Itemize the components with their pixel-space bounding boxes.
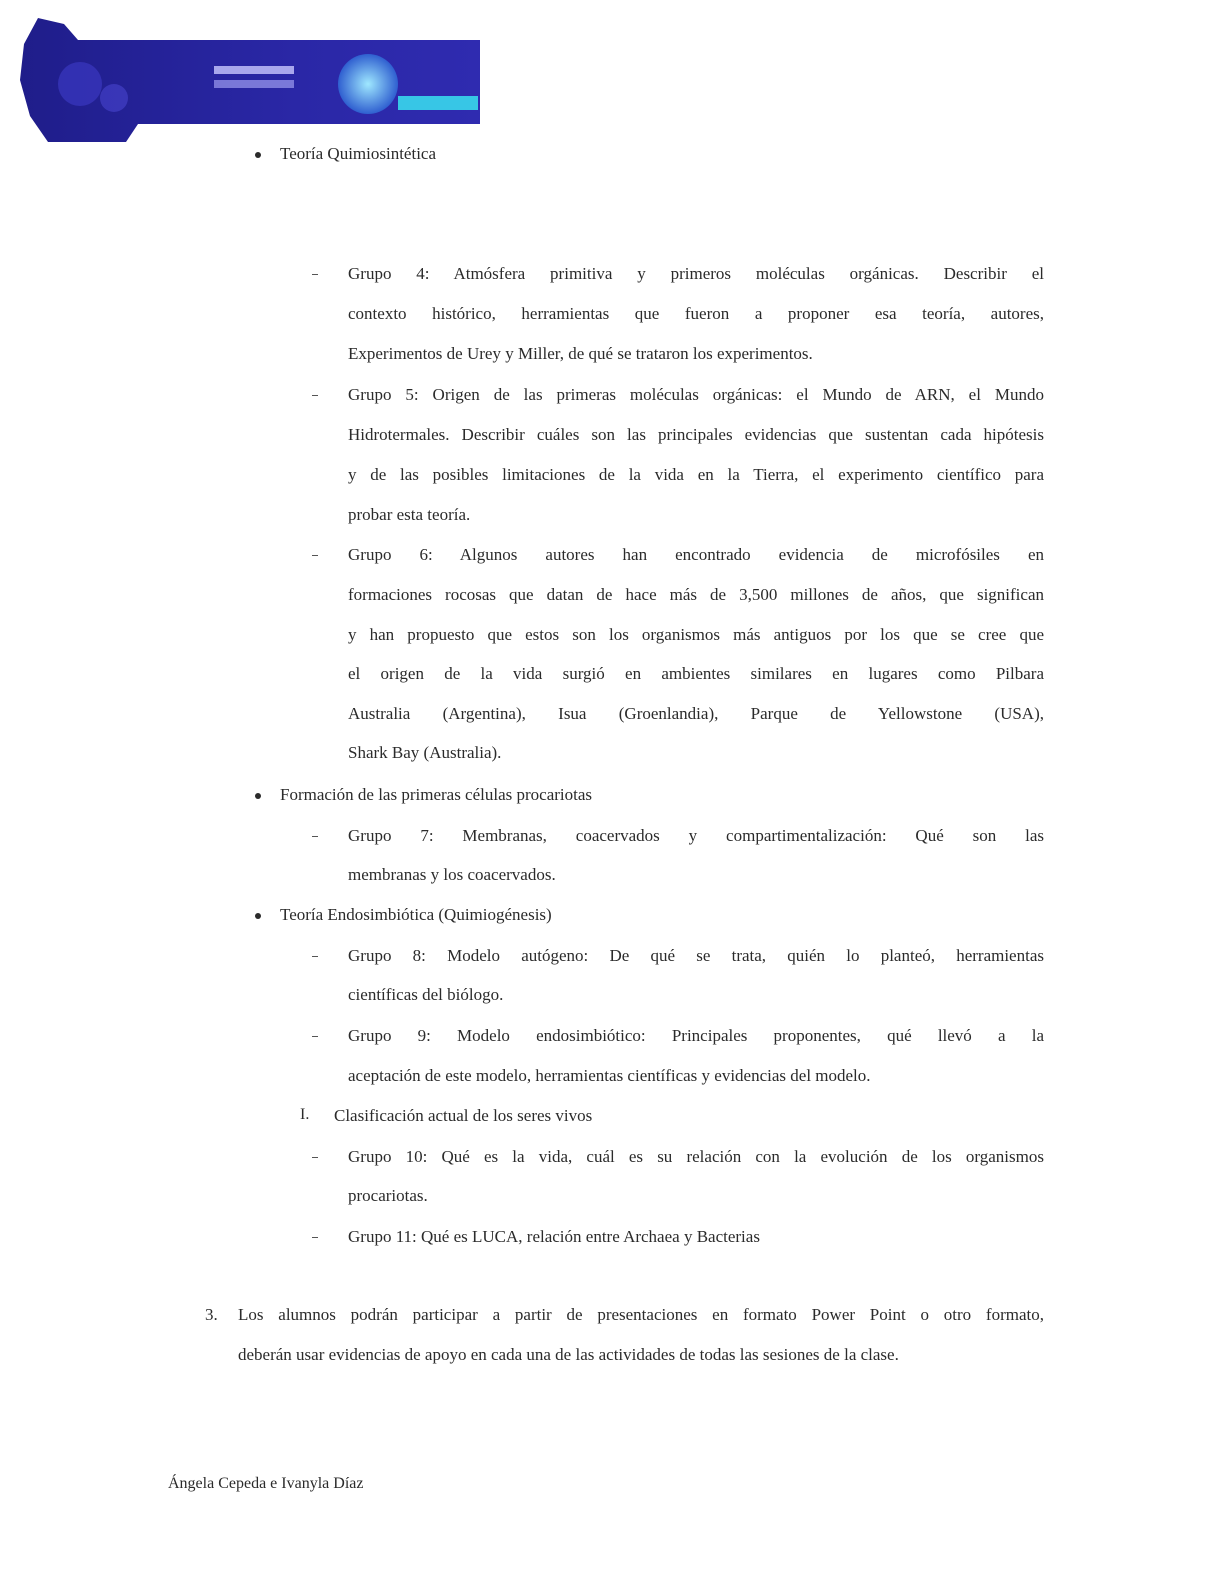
dash-bullet-icon	[312, 555, 318, 556]
dash-bullet-icon	[312, 274, 318, 275]
list-item-line: aceptación de este modelo, herramientas científicas y evidencias del modelo.	[348, 1066, 871, 1085]
list-item-line: Australia (Argentina), Isua (Groenlandia), Parque de Yellowstone (USA),	[348, 704, 1044, 723]
list-item-line: Grupo 11: Qué es LUCA, relación entre Archaea y Bacterias	[348, 1227, 760, 1246]
list-item-line: Hidrotermales. Describir cuáles son las principales evidencias que sustentan cada hipótesis	[348, 425, 1044, 444]
list-item-line: probar esta teoría.	[348, 505, 471, 524]
dash-bullet-icon	[312, 1036, 318, 1037]
list-item-line: Grupo 10: Qué es la vida, cuál es su relación con la evolución de los organismos	[348, 1147, 1044, 1166]
numbered-item-line: deberán usar evidencias de apoyo en cada una de las actividades de todas las sesiones de la clase.	[238, 1345, 899, 1364]
list-item-line: Grupo 9: Modelo endosimbiótico: Principales proponentes, qué llevó a la	[348, 1026, 1044, 1045]
bullet-icon	[255, 913, 261, 919]
list-item-line: Grupo 6: Algunos autores han encontrado evidencia de microfósiles en	[348, 545, 1044, 564]
list-item-line: Grupo 4: Atmósfera primitiva y primeros moléculas orgánicas. Describir el	[348, 264, 1044, 283]
dash-bullet-icon	[312, 1157, 318, 1158]
numbered-label: 3.	[205, 1305, 218, 1324]
dash-bullet-icon	[312, 836, 318, 837]
list-item-line: científicas del biólogo.	[348, 985, 504, 1004]
dash-bullet-icon	[312, 395, 318, 396]
dash-bullet-icon	[312, 1237, 318, 1238]
list-item-line: membranas y los coacervados.	[348, 865, 556, 884]
roman-numeral-label: I.	[300, 1106, 310, 1123]
list-item-line: Shark Bay (Australia).	[348, 743, 502, 762]
header-banner-logo	[18, 18, 480, 142]
section-heading: Formación de las primeras células procariotas	[280, 785, 593, 804]
section-heading: Teoría Endosimbiótica (Quimiogénesis)	[280, 905, 552, 924]
list-item-line: Grupo 5: Origen de las primeras moléculas orgánicas: el Mundo de ARN, el Mundo	[348, 385, 1044, 404]
list-item-line: Grupo 7: Membranas, coacervados y compartimentalización: Qué son las	[348, 826, 1044, 845]
list-item-line: Experimentos de Urey y Miller, de qué se trataron los experimentos.	[348, 344, 813, 363]
dash-bullet-icon	[312, 956, 318, 957]
list-item-line: y de las posibles limitaciones de la vida en la Tierra, el experimento científico para	[348, 465, 1044, 484]
bullet-icon	[255, 152, 261, 158]
numbered-item-line: Los alumnos podrán participar a partir de presentaciones en formato Power Point o otro formato,	[238, 1305, 1044, 1324]
list-item-line: contexto histórico, herramientas que fueron a proponer esa teoría, autores,	[348, 304, 1044, 323]
list-item-line: el origen de la vida surgió en ambientes similares en lugares como Pilbara	[348, 664, 1044, 683]
list-item-line: y han propuesto que estos son los organismos más antiguos por los que se cree que	[348, 625, 1044, 644]
section-heading: Teoría Quimiosintética	[280, 144, 437, 163]
list-item-line: procariotas.	[348, 1186, 428, 1205]
footer-authors: Ángela Cepeda e Ivanyla Díaz	[168, 1475, 364, 1492]
list-item-line: Grupo 8: Modelo autógeno: De qué se trata, quién lo planteó, herramientas	[348, 946, 1044, 965]
bullet-icon	[255, 793, 261, 799]
section-heading: Clasificación actual de los seres vivos	[334, 1106, 593, 1125]
list-item-line: formaciones rocosas que datan de hace más de 3,500 millones de años, que significan	[348, 585, 1044, 604]
